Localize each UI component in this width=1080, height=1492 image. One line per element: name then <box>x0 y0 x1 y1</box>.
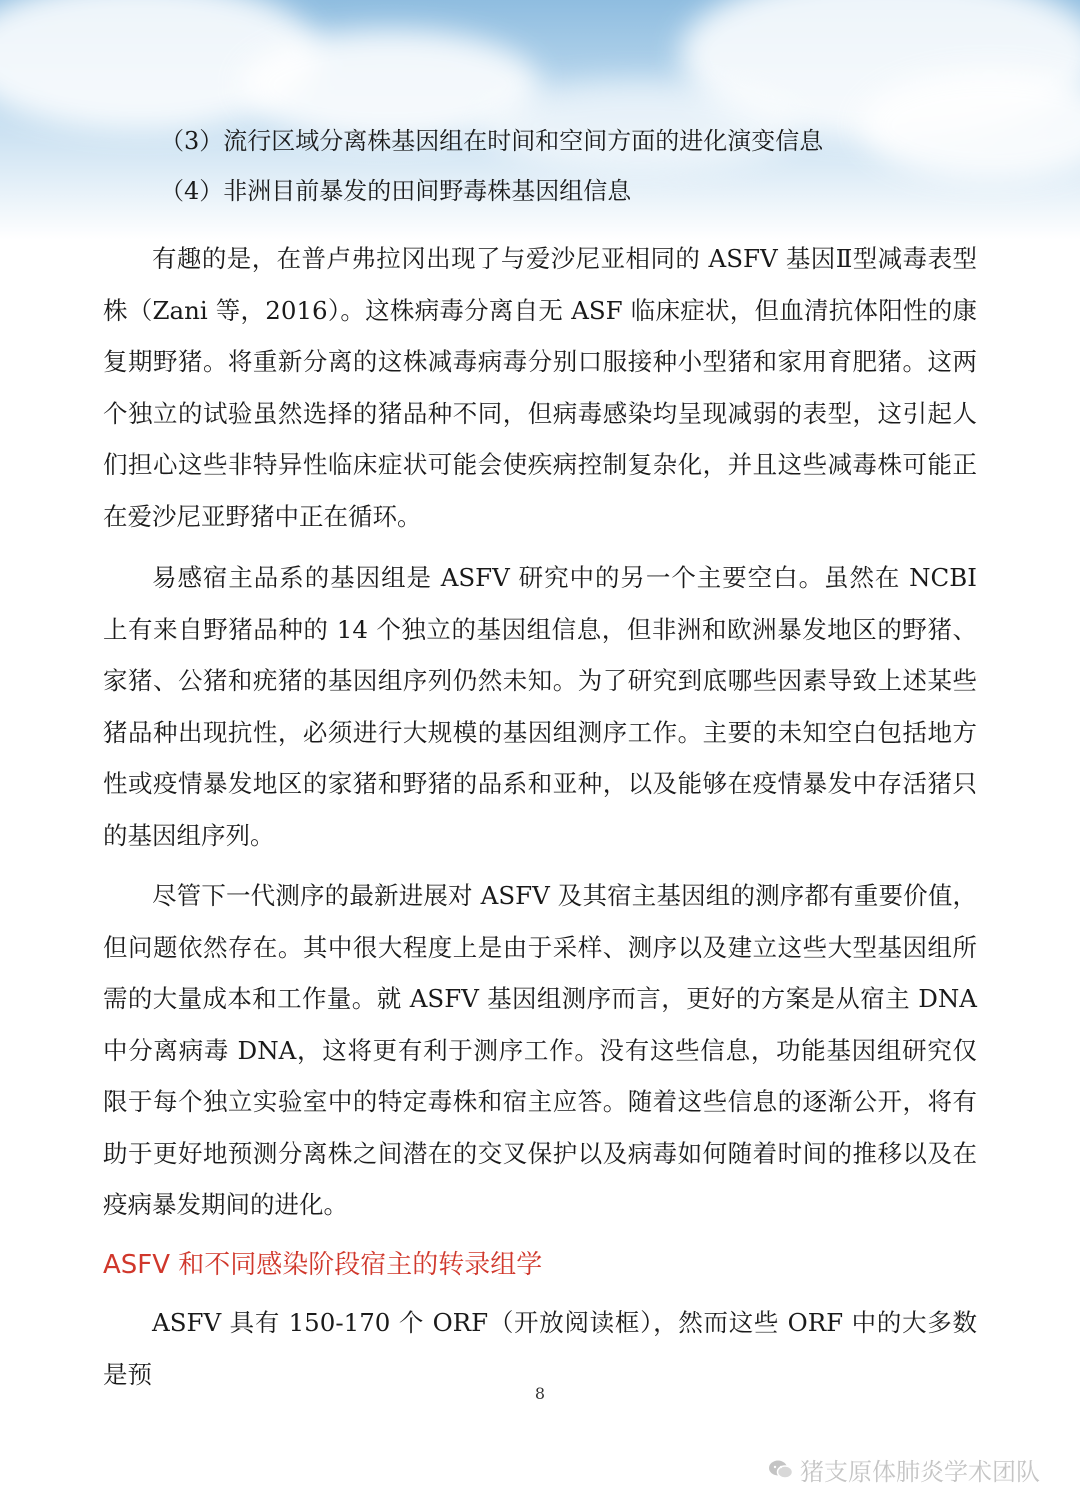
paragraph: ASFV 具有 150-170 个 ORF（开放阅读框），然而这些 ORF 中的大多数是预 <box>103 1308 977 1389</box>
list-item: （3）流行区域分离株基因组在时间和空间方面的进化演变信息 <box>160 127 824 155</box>
watermark <box>768 1452 1040 1487</box>
paragraph: 有趣的是，在普卢弗拉冈出现了与爱沙尼亚相同的 ASFV 基因Ⅱ型减毒表型株（Zani 等，2016）。这株病毒分离自无 ASF 临床症状，但血清抗体阳性的康复期野猪。将重新分离的这株减毒病毒分别口服接种小型猪和家用育肥猪。这两个独立的试验虽然选择的猪品种不同，但病毒感染均呈现减弱的表型，这引起人们担心这些非特异性临床症状可能会使疾病控制复杂化，并且这些减毒株可能正在爱沙尼亚野猪中正在循环。 <box>103 244 977 531</box>
page-number: 8 <box>534 1384 546 1403</box>
list-item: （4）非洲目前暴发的田间野毒株基因组信息 <box>160 177 632 205</box>
watermark-text: 猪支原体肺炎学术团队 <box>800 1458 1040 1486</box>
section-heading: ASFV 和不同感染阶段宿主的转录组学 <box>103 1250 543 1280</box>
paragraph: 尽管下一代测序的最新进展对 ASFV 及其宿主基因组的测序都有重要价值，但问题依然存在。其中很大程度上是由于采样、测序以及建立这些大型基因组所需的大量成本和工作量。就 ASFV 基因组测序而言，更好的方案是从宿主 DNA 中分离病毒 DNA，这将更有利于测序工作。没有这些信息，功能基因组研究仅限于每个独立实验室中的特定毒株和宿主应答。随着这些信息的逐渐公开，将有助于更好地预测分离株之间潜在的交叉保护以及病毒如何随着时间的推移以及在疫病暴发期间的进化。 <box>103 881 977 1219</box>
paragraph: 易感宿主品系的基因组是 ASFV 研究中的另一个主要空白。虽然在 NCBI 上有来自野猪品种的 14 个独立的基因组信息，但非洲和欧洲暴发地区的野猪、家猪、公猪和疣猪的基因组序列仍然未知。为了研究到底哪些因素导致上述某些猪品种出现抗性，必须进行大规模的基因组测序工作。主要的未知空白包括地方性或疫情暴发地区的家猪和野猪的品系和亚种，以及能够在疫情暴发中存活猪只的基因组序列。 <box>103 563 977 850</box>
wechat-icon <box>768 1459 794 1487</box>
